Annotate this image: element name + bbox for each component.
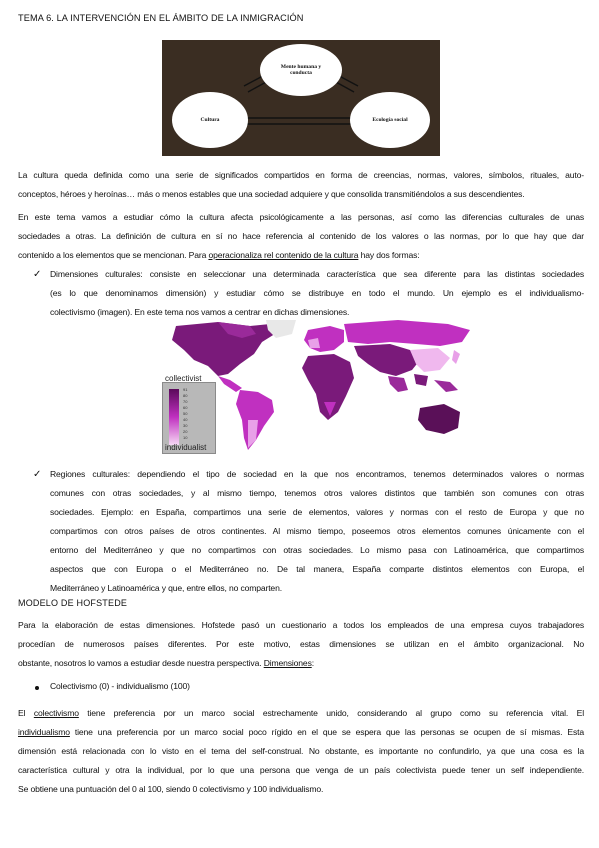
collectivism-paragraph: El colectivismo tiene preferencia por un marco social estrechamente unido, considerando al grupo como su referencia vital. El individualismo tiene una preferencia por un marco social poco rígido en el que se espera que las personas se ocupen de sí mismas. Esta dimensión está relacionada con lo visto en el tema del self-construal. No obstante, es importante no confundirlo, ya que una cosa es la característica cultural y otra la individual, por lo que una persona que venga de un país colectivista puede tener un self independiente. Se obtiene una puntuación del 0 al 100, siendo 0 colectivismo y 100 individualismo. — [18, 708, 584, 794]
individualism-term: individualismo — [18, 727, 70, 737]
hofstede-paragraph: Para la elaboración de estas dimensiones. Hofstede pasó un cuestionario a todos los empleados de una empresa cuyos trabajadores procedían de numerosos países diferentes. Por este motivo, estas dimensiones se utilizan en el ámbito organizacional. No obstante, nosotros lo vamos a estudiar desde nuestra perspectiva. Dimensiones: — [18, 620, 584, 668]
diagram-node-culture: Cultura — [172, 92, 248, 148]
operationalize-link: operacionaliza rel contenido de la cultura — [208, 250, 359, 260]
culture-study-paragraph: En este tema vamos a estudiar cómo la cultura afecta psicológicamente a las personas, así como las diferencias culturales de unas sociedades a otras. La definición de cultura en sí no hace referencia al contenido de los valores o las normas, por lo que hay que dar contenido a los elementos que se mencionan. Para operacionaliza rel contenido de la cultura hay dos formas: — [18, 212, 584, 260]
legend-color-scale — [169, 389, 179, 445]
legend-scale-values: 91 80 70 60 50 40 30 20 10 — [183, 387, 188, 440]
checkmark-icon: ✓ — [33, 269, 42, 280]
diagram-node-mind: Mente humana y conducta — [260, 44, 342, 96]
bullet-dot — [35, 686, 39, 690]
checkmark-icon: ✓ — [33, 469, 42, 480]
legend-label-individualist: individualist — [165, 443, 207, 452]
culture-diagram-image — [162, 40, 440, 156]
world-map-image — [158, 320, 473, 454]
bullet-collectivism-individualism: Colectivismo (0) - individualismo (100) — [50, 681, 190, 691]
map-legend — [162, 374, 216, 454]
intro-paragraph: La cultura queda definida como una serie de significados compartidos en forma de creencias, normas, valores, símbolos, rituales, auto- conceptos, héroes y heroínas… más o menos estables que una sociedad adquiere y que consolida transmitiéndolos a sus descendientes. — [18, 170, 584, 199]
section-heading-hofstede: MODELO DE HOFSTEDE — [18, 598, 128, 608]
collectivism-term: colectivismo — [33, 708, 79, 718]
legend-label-collectivist: collectivist — [165, 374, 202, 383]
dimensions-link: Dimensiones — [263, 658, 312, 668]
diagram-node-social-ecology: Ecología social — [350, 92, 430, 148]
bullet-cultural-dimensions: Dimensiones culturales: consiste en seleccionar una determinada característica que sea diferente para las distintas sociedades (es lo que denominamos dimensión) y estudiar cómo se distribuye en todo el mundo. Un ejemplo es el individualismo- colectivismo (imagen). En este tema nos vamos a centrar en dichas dimensiones. — [50, 269, 584, 317]
page-title: TEMA 6. LA INTERVENCIÓN EN EL ÁMBITO DE LA INMIGRACIÓN — [18, 13, 304, 23]
bullet-cultural-regions: Regiones culturales: dependiendo el tipo de sociedad en la que nos encontramos, tenemos determinados valores o normas comunes con otras sociedades, y al mismo tiempo, tenemos otros valores distintos que también son comunes con otras sociedades. Ejemplo: en España, compartimos una serie de elementos, valores y normas con el resto de Europa y que no compartimos con otros países de otros continentes. Al mismo tiempo, poseemos otros elementos comunes únicamente con el entorno del Mediterráneo y que no compartimos con otras sociedades. Lo mismo pasa con Latinoamérica, que compartimos aspectos que con Europa o el Mediterráneo no. De tal manera, España comparte distintos elementos con Europa, el Mediterráneo y Latinoamérica y que, entre ellos, no comparten. — [50, 469, 584, 593]
